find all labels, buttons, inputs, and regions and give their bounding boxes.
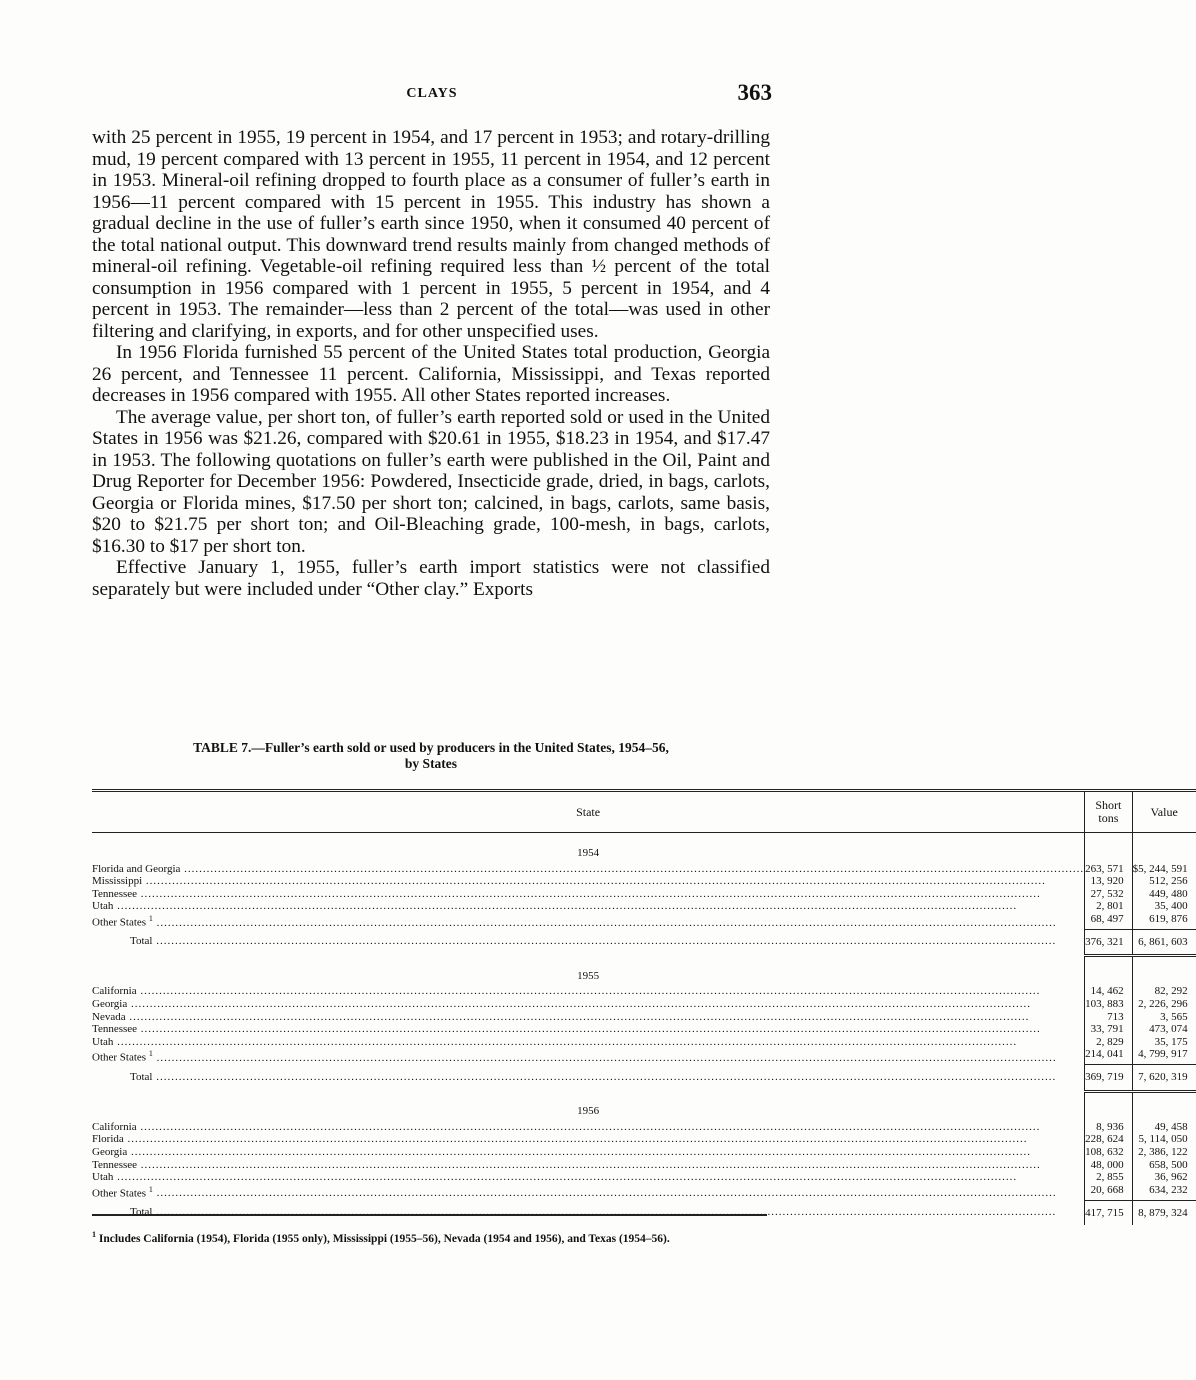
- total-short-tons: 369, 719: [1085, 1065, 1133, 1092]
- paragraph-2: In 1956 Florida furnished 55 percent of the United States total production, Georgia 26 percent, and Tennessee 11 percent. California, Mississippi, and Texas reported decreases in 1956 compared with 1955. All other States reported increases.: [92, 342, 770, 406]
- value-cell: 512, 256: [1132, 875, 1196, 888]
- short-tons-cell: 263, 571: [1085, 863, 1133, 876]
- short-tons-cell: 13, 920: [1085, 875, 1133, 888]
- state-name: Nevada: [92, 1010, 126, 1023]
- short-tons-cell: 108, 632: [1085, 1146, 1133, 1159]
- short-tons-cell: 214, 041: [1085, 1048, 1133, 1064]
- state-name: Georgia: [92, 1146, 128, 1158]
- short-tons-cell: 228, 624: [1085, 1133, 1133, 1146]
- state-cell: [92, 1121, 1085, 1134]
- table-row: [92, 1011, 1196, 1024]
- total-short-tons: 417, 715: [1085, 1200, 1133, 1225]
- short-tons-cell: 2, 855: [1085, 1171, 1133, 1184]
- table-row: [92, 1159, 1196, 1172]
- footnote-ref: 1: [148, 1049, 153, 1059]
- state-name: Tennessee: [92, 1023, 138, 1036]
- table-row: [92, 998, 1196, 1011]
- table-caption-line-2: by States: [404, 756, 458, 771]
- paragraph-1: with 25 percent in 1955, 19 percent in 1954, and 17 percent in 1953; and rotary-drilling mud, 19 percent compared with 13 percent in 1955, 11 percent in 1954, and 12 percent in 1953. Mineral-oil refining dropped to fourth place as a consumer of fuller’s earth in 1956—11 percent compared with 15 percent in 1955. This industry has shown a gradual decline in the use of fuller’s earth since 1950, when it consumed 40 percent of the total national output. This downward trend results mainly from changed methods of mineral-oil refining. Vegetable-oil refining required less than ½ percent of the total consumption in 1956 compared with 1 percent in 1955, 5 percent in 1954, and 4 percent in 1953. The remainder—less than 2 percent of the total—was used in other filtering and clarifying, in exports, and for other unspecified uses.: [92, 127, 770, 342]
- year-label: 1956: [577, 1105, 600, 1118]
- value-cell: 35, 400: [1132, 900, 1196, 913]
- page-number: 363: [737, 80, 772, 105]
- table-row: [92, 900, 1196, 913]
- state-cell: [92, 1184, 1085, 1200]
- state-cell: [92, 900, 1085, 913]
- year-spacer-value: [1132, 1091, 1196, 1121]
- year-spacer-tons: [1085, 833, 1133, 863]
- state-cell: [92, 1146, 1085, 1159]
- table-row: [92, 1048, 1196, 1064]
- state-cell: [92, 888, 1085, 901]
- value-cell: 2, 226, 296: [1132, 998, 1196, 1011]
- header-state: State: [92, 791, 1085, 833]
- paragraph-4: Effective January 1, 1955, fuller’s earth import statistics were not classified separately but were included under “Other clay.” Exports: [92, 557, 770, 600]
- state-name: Florida: [92, 1133, 124, 1146]
- table-row: [92, 1184, 1196, 1200]
- short-tons-cell: 103, 883: [1085, 998, 1133, 1011]
- short-tons-cell: 48, 000: [1085, 1159, 1133, 1172]
- value-cell: 4, 799, 917: [1132, 1048, 1196, 1064]
- header-short-tons: Short tons: [1085, 791, 1133, 833]
- short-tons-cell: 68, 497: [1085, 913, 1133, 929]
- table-row: [92, 888, 1196, 901]
- value-cell: $5, 244, 591: [1132, 863, 1196, 876]
- fullers-earth-table: [92, 789, 1196, 1225]
- state-cell: [92, 1133, 1085, 1146]
- table-row: [92, 1146, 1196, 1159]
- state-cell: [92, 1023, 1085, 1036]
- state-name: Florida and Georgia: [92, 862, 181, 875]
- value-cell: 49, 458: [1132, 1121, 1196, 1134]
- total-label: Total .....: [92, 1065, 1085, 1092]
- footnote-text: Includes California (1954), Florida (1955 only), Mississippi (1955–56), Nevada (1954 and 1956), and Texas (1954–56).: [98, 1232, 670, 1245]
- value-cell: 634, 232: [1132, 1184, 1196, 1200]
- total-label: Total .....: [92, 929, 1085, 956]
- value-cell: 2, 386, 122: [1132, 1146, 1196, 1159]
- table-row: [92, 863, 1196, 876]
- state-name: Utah: [92, 1035, 114, 1048]
- short-tons-cell: 713: [1085, 1011, 1133, 1024]
- footnote: [92, 1228, 768, 1246]
- year-heading-row: [92, 833, 1196, 863]
- table-row: [92, 1121, 1196, 1134]
- year-heading-row: [92, 956, 1196, 986]
- state-cell: [92, 913, 1085, 929]
- state-cell: [92, 1159, 1085, 1172]
- year-heading-row: [92, 1091, 1196, 1121]
- table-row: [92, 985, 1196, 998]
- value-cell: 82, 292: [1132, 985, 1196, 998]
- value-cell: 3, 565: [1132, 1011, 1196, 1024]
- total-short-tons: 376, 321: [1085, 929, 1133, 956]
- table-row: [92, 1133, 1196, 1146]
- year-spacer-value: [1132, 956, 1196, 986]
- table-body: [92, 833, 1196, 1226]
- table-row: [92, 875, 1196, 888]
- year-label: 1954: [577, 847, 600, 859]
- value-cell: 473, 074: [1132, 1023, 1196, 1036]
- short-tons-cell: 8, 936: [1085, 1121, 1133, 1134]
- footnote-marker: 1: [92, 1230, 96, 1239]
- short-tons-cell: 27, 532: [1085, 888, 1133, 901]
- table-row: [92, 1036, 1196, 1049]
- state-name: Utah: [92, 900, 114, 913]
- state-cell: [92, 1171, 1085, 1184]
- state-name: Other States: [92, 1052, 147, 1065]
- year-label: 1955: [577, 969, 600, 982]
- state-name: Mississippi: [92, 875, 143, 888]
- table-row: [92, 1171, 1196, 1184]
- state-cell: [92, 998, 1085, 1011]
- running-title: CLAYS: [406, 86, 458, 101]
- value-cell: 449, 480: [1132, 888, 1196, 901]
- state-name: Tennessee: [92, 887, 138, 900]
- table-caption-line-1: TABLE 7.—Fuller’s earth sold or used by producers in the United States, 1954–56,: [193, 740, 669, 755]
- state-cell: [92, 1048, 1085, 1064]
- value-cell: 35, 175: [1132, 1036, 1196, 1049]
- short-tons-cell: 33, 791: [1085, 1023, 1133, 1036]
- year-spacer-value: [1132, 833, 1196, 863]
- page-header: [92, 80, 772, 110]
- state-cell: [92, 875, 1085, 888]
- short-tons-cell: 2, 829: [1085, 1036, 1133, 1049]
- short-tons-cell: 14, 462: [1085, 985, 1133, 998]
- state-cell: [92, 985, 1085, 998]
- state-name: California: [92, 1120, 137, 1133]
- value-cell: 619, 876: [1132, 913, 1196, 929]
- state-name: Utah: [92, 1171, 114, 1184]
- table-row: [92, 1023, 1196, 1036]
- total-value: 7, 620, 319: [1132, 1065, 1196, 1092]
- state-name: Georgia: [92, 998, 128, 1010]
- footnote-ref: 1: [148, 1184, 153, 1194]
- table-row: [92, 913, 1196, 929]
- paragraph-3: The average value, per short ton, of fuller’s earth reported sold or used in the United States in 1956 was $21.26, compared with $20.61 in 1955, $18.23 in 1954, and $17.47 in 1953. The following quotations on fuller’s earth were published in the Oil, Paint and Drug Reporter for December 1956: Powdered, Insecticide grade, dried, in bags, carlots, Georgia or Florida mines, $17.50 per short ton; calcined, in bags, carlots, same basis, $20 to $21.75 per short ton; and Oil-Bleaching grade, 100-mesh, in bags, carlots, $16.30 to $17 per short ton.: [92, 406, 770, 557]
- footnote-ref: 1: [148, 913, 153, 923]
- total-row: [92, 929, 1196, 956]
- state-cell: [92, 1036, 1085, 1049]
- short-tons-cell: 20, 668: [1085, 1184, 1133, 1200]
- total-value: 6, 861, 603: [1132, 929, 1196, 956]
- total-value: 8, 879, 324: [1132, 1200, 1196, 1225]
- state-name: Other States: [92, 916, 147, 929]
- value-cell: 5, 114, 050: [1132, 1133, 1196, 1146]
- year-spacer-tons: [1085, 1091, 1133, 1121]
- total-row: [92, 1065, 1196, 1092]
- state-name: Tennessee: [92, 1158, 138, 1171]
- table-bottom-rule: [92, 1214, 767, 1216]
- total-row: [92, 1200, 1196, 1225]
- state-name: California: [92, 985, 137, 998]
- state-name: Other States: [92, 1187, 147, 1200]
- year-spacer-tons: [1085, 956, 1133, 986]
- short-tons-cell: 2, 801: [1085, 900, 1133, 913]
- total-label: Total .....: [92, 1200, 1085, 1225]
- body-text: [92, 127, 770, 600]
- value-cell: 658, 500: [1132, 1159, 1196, 1172]
- value-cell: 36, 962: [1132, 1171, 1196, 1184]
- table-header-row: [92, 791, 1196, 833]
- state-cell: [92, 1011, 1085, 1024]
- table-caption: [92, 740, 770, 772]
- header-value: Value: [1132, 791, 1196, 833]
- state-cell: [92, 863, 1085, 876]
